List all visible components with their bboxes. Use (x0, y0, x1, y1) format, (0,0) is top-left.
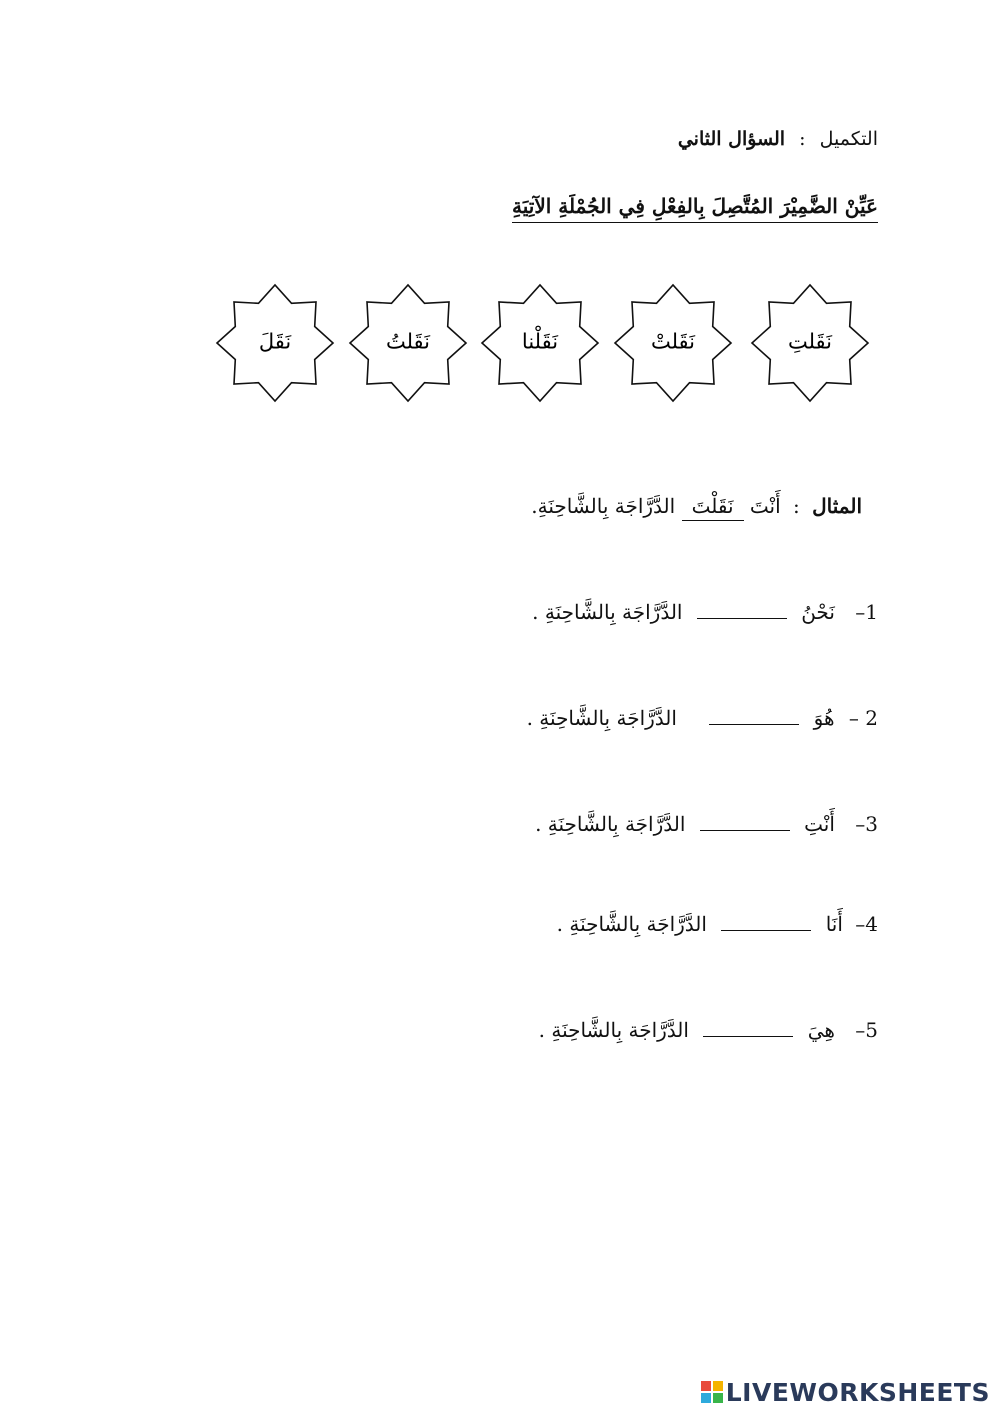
question-number: 4– (855, 912, 878, 936)
section-label: التكميل (819, 128, 878, 150)
question-pronoun: أَنْتِ (804, 812, 835, 836)
question-3 (535, 812, 878, 836)
liveworksheets-logo (701, 1379, 990, 1405)
example-answer: نَقَلْتَ (682, 494, 744, 521)
question-4 (557, 912, 878, 936)
word-bank (0, 0, 1000, 420)
answer-blank-2[interactable] (709, 710, 799, 725)
question-5 (539, 1018, 878, 1042)
logo-square (701, 1381, 711, 1391)
example-label: المثال (812, 494, 862, 518)
logo-square (701, 1393, 711, 1403)
header-separator: : (799, 128, 806, 150)
question-rest: الدَّرَّاجَة بِالشَّاحِنَةِ . (532, 600, 683, 624)
word-bank-item: نَقَلَ (258, 329, 292, 354)
word-bank-item: نَقَلتِ (787, 329, 833, 354)
word-bank-item: نَقَلْنا (521, 329, 559, 354)
question-pronoun: هِيَ (807, 1018, 835, 1042)
logo-square (713, 1381, 723, 1391)
example-sentence (531, 494, 862, 521)
word-bank-item: نَقَلتْ (650, 329, 696, 354)
question-rest: الدَّرَّاجَة بِالشَّاحِنَةِ . (538, 1018, 689, 1042)
question-2 (527, 706, 878, 730)
question-pronoun: نَحْنُ (801, 600, 835, 624)
question-rest: الدَّرَّاجَة بِالشَّاحِنَةِ . (535, 812, 686, 836)
word-bank-item: نَقَلتُ (385, 329, 431, 354)
answer-blank-5[interactable] (703, 1022, 793, 1037)
example-rest: الدَّرَّاجَة بِالشَّاحِنَةِ. (531, 494, 676, 518)
example-pronoun: أَنْتَ (749, 494, 781, 518)
question-number: 3– (855, 812, 878, 836)
question-number: 5– (855, 1018, 878, 1042)
answer-blank-3[interactable] (700, 816, 790, 831)
question-1 (532, 600, 878, 624)
question-number: 2 – (848, 706, 878, 730)
question-number: 1– (855, 600, 878, 624)
logo-square (713, 1393, 723, 1403)
example-separator: : (793, 494, 800, 518)
brand-name: LIVEWORKSHEETS (725, 1377, 990, 1407)
logo-icon (701, 1381, 723, 1403)
answer-blank-1[interactable] (697, 604, 787, 619)
question-label: السؤال الثاني (677, 128, 786, 150)
question-pronoun: أَنَا (825, 912, 843, 936)
question-pronoun: هُوَ (813, 706, 835, 730)
instruction: عَيِّنْ الضَّمِيْرَ المُتَّصِلَ بِالفِعْلِ فِي الجُمْلَةِ الآتِيَةِ (512, 194, 878, 223)
question-rest: الدَّرَّاجَة بِالشَّاحِنَةِ . (526, 706, 677, 730)
question-rest: الدَّرَّاجَة بِالشَّاحِنَةِ . (556, 912, 707, 936)
answer-blank-4[interactable] (721, 916, 811, 931)
